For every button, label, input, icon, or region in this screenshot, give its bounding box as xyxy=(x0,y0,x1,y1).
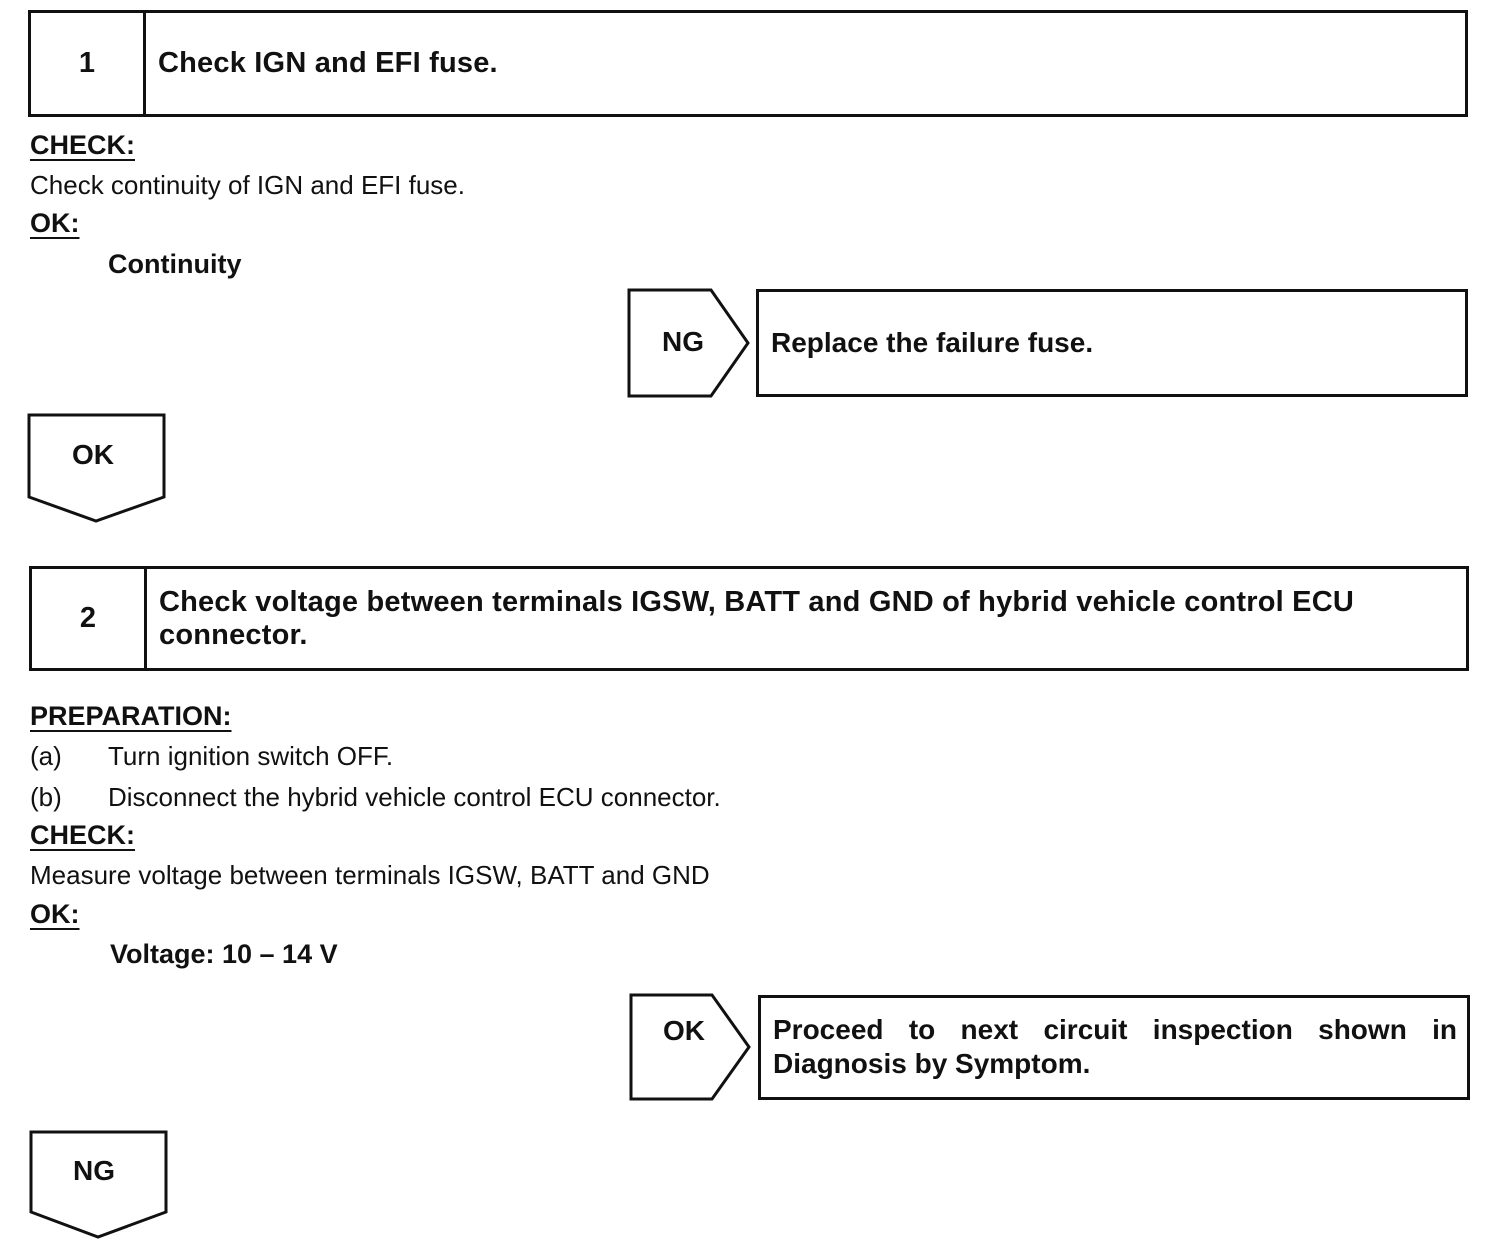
step-2-number: 2 xyxy=(32,569,147,668)
prep-item-letter: (a) xyxy=(30,741,62,771)
step-2-check-text: Measure voltage between terminals IGSW, BATT and GND xyxy=(30,860,710,890)
step-2-preparation-label: PREPARATION: xyxy=(30,701,232,731)
step-2-check-label: CHECK: xyxy=(30,820,135,850)
prep-item-text: Turn ignition switch OFF. xyxy=(108,741,394,771)
step-1-check-text: Check continuity of IGN and EFI fuse. xyxy=(30,170,465,200)
step-1-ok-value: Continuity xyxy=(108,249,242,279)
step-2-prep-item-b xyxy=(30,782,721,813)
step-2-ok-label: OK xyxy=(663,1015,705,1046)
step-1-header xyxy=(28,10,1468,117)
step-1-title: Check IGN and EFI fuse. xyxy=(158,47,498,79)
prep-item-text: Disconnect the hybrid vehicle control ECU connector. xyxy=(108,782,721,812)
step-1-ng-result: Replace the failure fuse. xyxy=(756,289,1468,397)
step-1-check-label: CHECK: xyxy=(30,130,135,160)
step-1-number: 1 xyxy=(31,13,146,114)
step-2-ok-value: Voltage: 10 – 14 V xyxy=(110,939,338,969)
step-1-ok-label: OK xyxy=(72,439,114,470)
step-2-ng-label: NG xyxy=(73,1155,115,1186)
step-2-header xyxy=(29,566,1469,671)
prep-item-letter: (b) xyxy=(30,782,62,812)
step-2-ok-result: Proceed to next circuit inspection shown in Diagnosis by Symptom. xyxy=(758,995,1470,1100)
step-2-title: Check voltage between terminals IGSW, BATT and GND of hybrid vehicle control ECU connector. xyxy=(159,585,1355,651)
step-2-prep-item-a xyxy=(30,741,393,772)
step-1-ok-label: OK: xyxy=(30,208,80,238)
step-2-ok-label: OK: xyxy=(30,899,80,929)
step-1-ng-label: NG xyxy=(662,326,704,357)
